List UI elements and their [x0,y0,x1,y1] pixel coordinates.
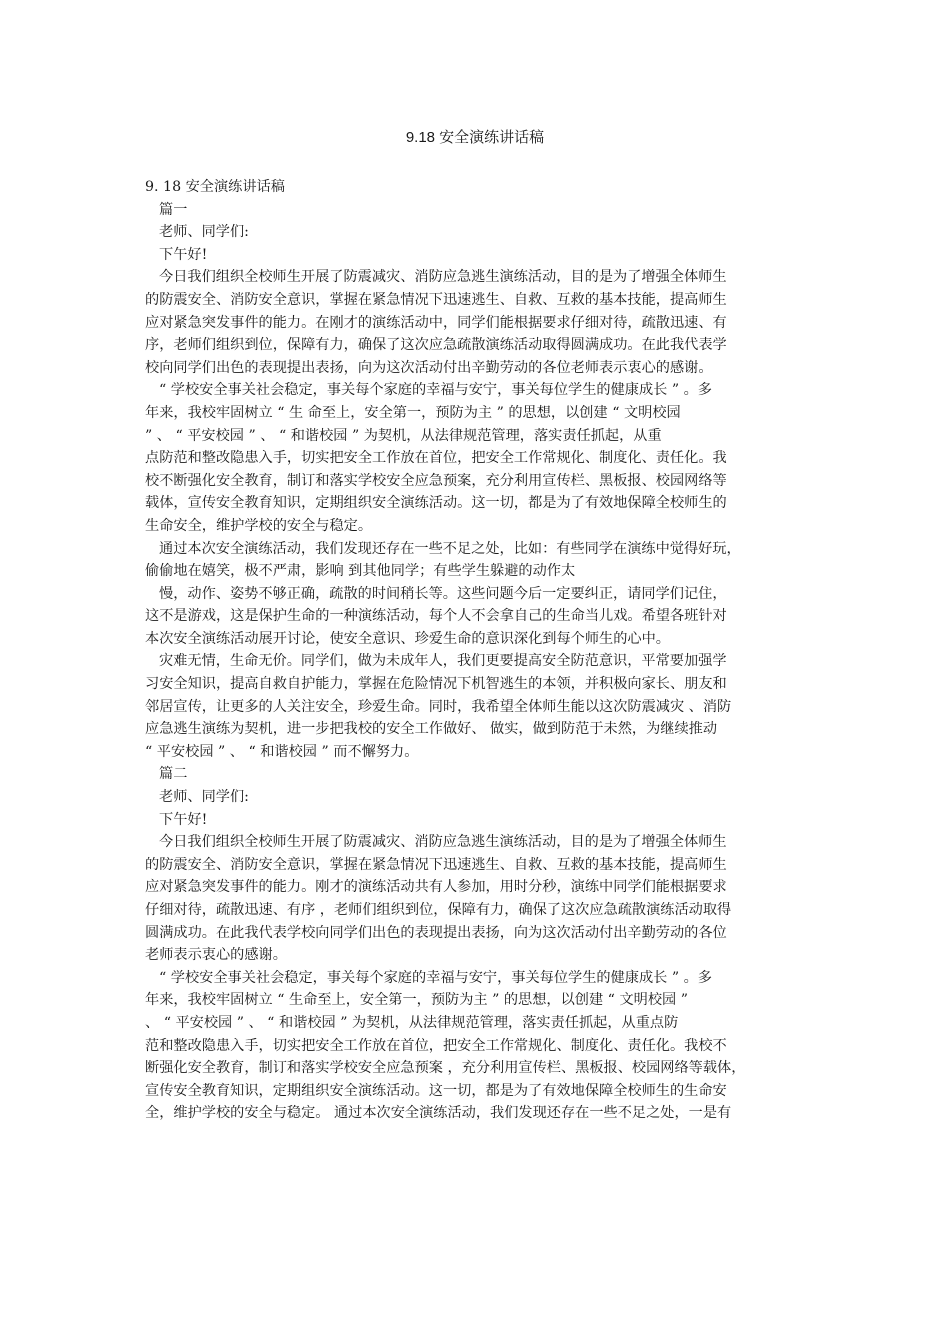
body-line: 邻居宣传，让更多的人关注安全，珍爱生命。同时，我希望全体师生能以这次防震减灾 、消防 [145,698,732,715]
body-line: “ 学校安全事关社会稳定，事关每个家庭的幸福与安宁，事关每位学生的健康成长 ” 。多 [159,382,712,399]
body-line: 断强化安全教育，制订和落实学校安全应急预案 ，充分利用宣传栏、黑板报、校园网络等载体， [145,1060,746,1077]
body-line: 老师表示衷心的感谢。 [145,947,287,964]
document-body [145,176,817,1125]
body-line: 下午好! [159,246,208,263]
body-line: 今日我们组织全校师生开展了防震减灾、消防应急逃生演练活动，目的是为了增强全体师生 [159,834,727,851]
body-line: 篇二 [159,766,188,783]
body-line: 生命安全，维护学校的安全与稳定。 [145,517,373,534]
body-line: 校向同学们出色的表现提出表扬，向为这次活动付出辛勤劳动的各位老师表示衷心的感谢。 [145,359,713,376]
body-line: 的防震安全、消防安全意识，掌握在紧急情况下迅速逃生、自救、互救的基本技能，提高师生 [145,856,727,873]
body-line: 今日我们组织全校师生开展了防震减灾、消防应急逃生演练活动，目的是为了增强全体师生 [159,269,727,286]
body-line: 篇一 [159,201,188,218]
document-title: 9.18 安全演练讲话稿 [405,129,545,146]
body-line: 序，老师们组织到位，保障有力，确保了这次应急疏散演练活动取得圆满成功。在此我代表学 [145,337,727,354]
body-line: 本次安全演练活动展开讨论，使安全意识、珍爱生命的意识深化到每个师生的心中。 [145,630,670,647]
body-line: 老师、同学们: [159,789,249,806]
body-line: 校不断强化安全教育，制订和落实学校安全应急预案，充分利用宣传栏、黑板报、校园网络等 [145,472,727,489]
body-line: 的防震安全、消防安全意识，掌握在紧急情况下迅速逃生、自救、互救的基本技能，提高师生 [145,291,727,308]
body-line: 偷偷地在嬉笑，极不严肃，影响 到其他同学；有些学生躲避的动作太 [145,563,576,580]
body-line: ” 、 “ 平安校园 ” 、 “ 和谐校园 ” 为契机，从法律规范管理，落实责任抓起，从重 [145,427,662,444]
body-line: 应急逃生演练为契机，进一步把我校的安全工作做好、 做实，做到防范于未然，为继续推动 [145,721,718,738]
body-line: 圆满成功。在此我代表学校向同学们出色的表现提出表扬，向为这次活动付出辛勤劳动的各位 [145,924,727,941]
body-line: 年来，我校牢固树立 “ 生 命至上，安全第一，预防为主 ” 的思想，以创建 “ 文明校园 [145,404,681,421]
body-line: 宣传安全教育知识，定期组织安全演练活动。这一切，都是为了有效地保障全校师生的生命安 [145,1082,727,1099]
body-line: 习安全知识，提高自救自护能力，掌握在危险情况下机智逃生的本领，并积极向家长、朋友和 [145,676,727,693]
body-line: 、 “ 平安校园 ” 、 “ 和谐校园 ” 为契机，从法律规范管理，落实责任抓起，从重点防 [145,1014,679,1031]
body-line: 载体，宣传安全教育知识，定期组织安全演练活动。这一切，都是为了有效地保障全校师生的 [145,495,727,512]
body-line: 老师、同学们: [159,224,249,241]
body-line: 范和整改隐患入手，切实把安全工作放在首位，把安全工作常规化、制度化、责任化。我校不 [145,1037,727,1054]
body-line: 灾难无情，生命无价。同学们，做为未成年人，我们更要提高安全防范意识，平常要加强学 [159,653,727,670]
body-line: 通过本次安全演练活动，我们发现还存在一些不足之处，比如：有些同学在演练中觉得好玩， [159,540,741,557]
body-line: 点防范和整改隐患入手，切实把安全工作放在首位，把安全工作常规化、制度化、责任化。我 [145,450,727,467]
body-line: 这不是游戏，这是保护生命的一种演练活动，每个人不会拿自己的生命当儿戏。希望各班针对 [145,608,727,625]
body-line: “ 平安校园 ” 、 “ 和谐校园 ” 而不懈努力。 [145,743,419,760]
body-line: 应对紧急突发事件的能力。在刚才的演练活动中，同学们能根据要求仔细对待，疏散迅速、有 [145,314,727,331]
body-line: 下午好! [159,811,208,828]
body-line: “ 学校安全事关社会稳定，事关每个家庭的幸福与安宁，事关每位学生的健康成长 ” 。多 [159,969,712,986]
body-line: 仔细对待，疏散迅速、有序 ，老师们组织到位，保障有力，确保了这次应急疏散演练活动取得 [145,902,732,918]
body-line: 应对紧急突发事件的能力。刚才的演练活动共有人参加，用时分秒，演练中同学们能根据要求 [145,879,727,896]
body-line: 9. 18 安全演练讲话稿 [145,179,285,195]
body-line: 慢，动作、姿势不够正确，疏散的时间稍长等。这些问题今后一定要纠正，请同学们记住， [159,585,727,602]
body-line: 全，维护学校的安全与稳定。 通过本次安全演练活动，我们发现还存在一些不足之处，一是有 [145,1105,732,1122]
body-line: 年来，我校牢固树立 “ 生命至上，安全第一，预防为主 ” 的思想，以创建 “ 文明校园 ” [145,992,688,1009]
